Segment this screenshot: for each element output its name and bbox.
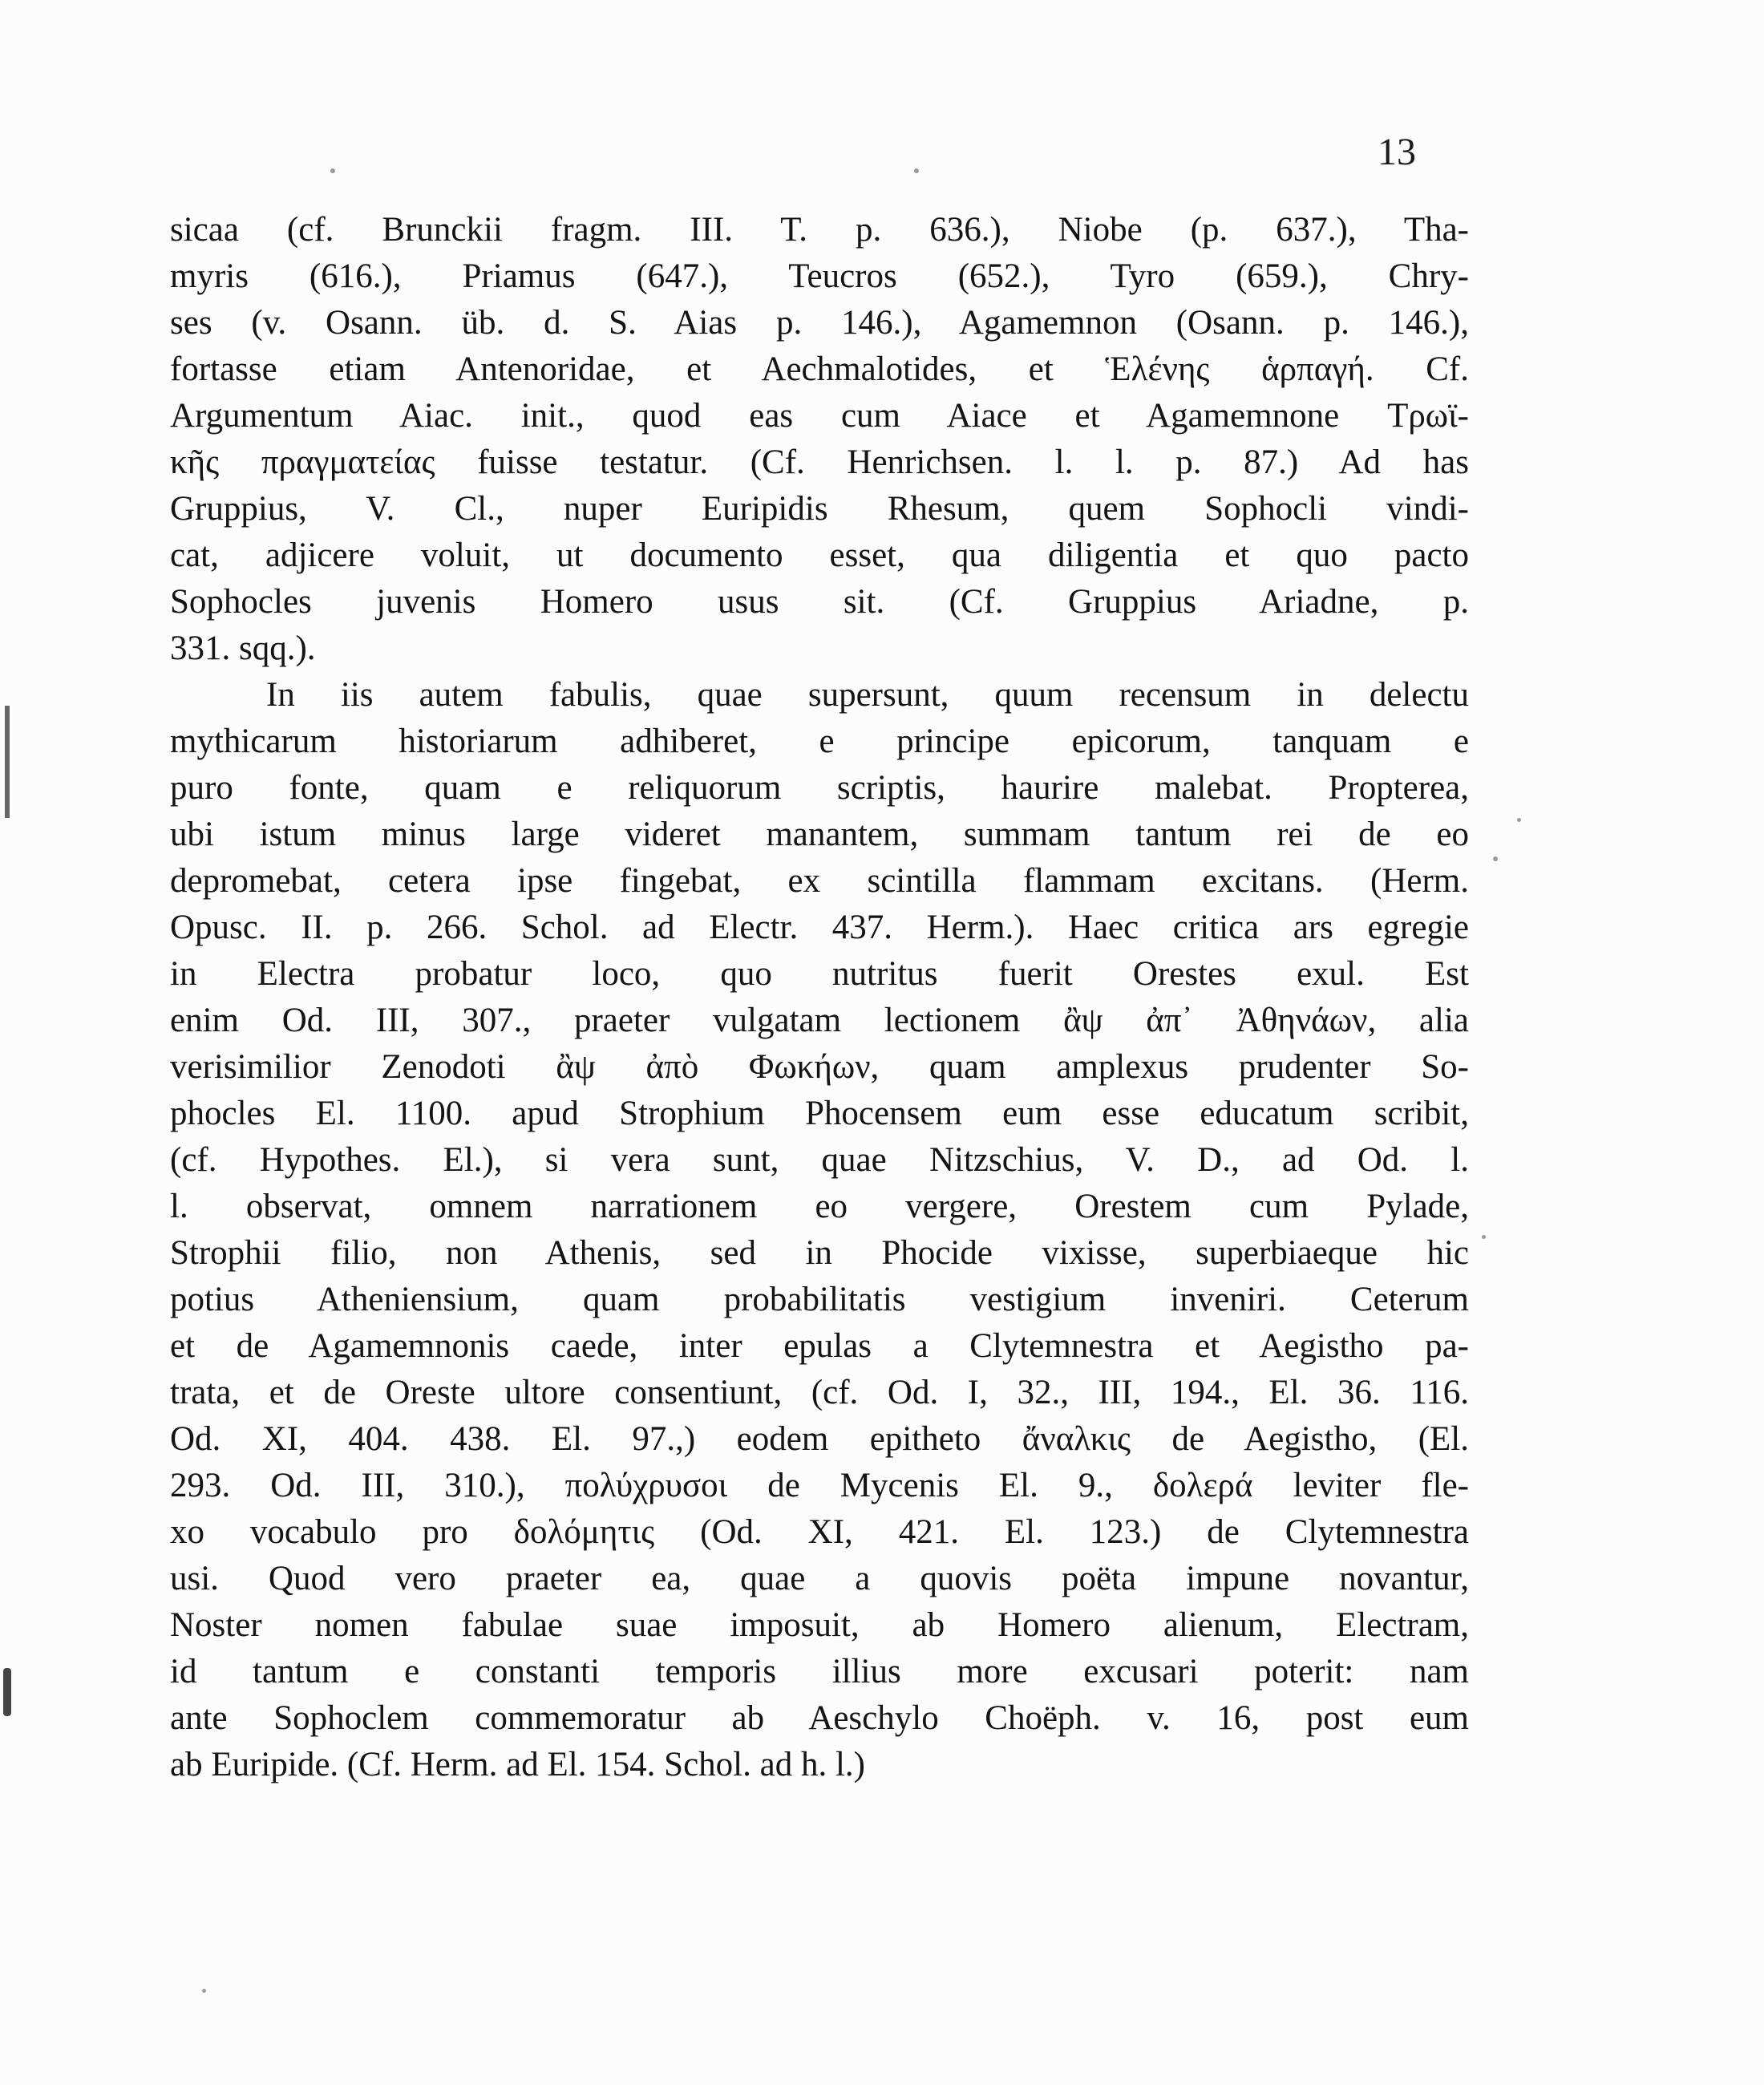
text-line: Od. XI, 404. 438. El. 97.,) eodem epitheto ἄναλκις de Aegistho, (El. [170,1420,1469,1458]
text-line: myris (616.), Priamus (647.), Teucros (652.), Tyro (659.), Chry- [170,257,1469,295]
page-number: 13 [1378,131,1416,173]
text-line: phocles El. 1100. apud Strophium Phocensem eum esse educatum scribit, [170,1095,1469,1132]
scan-speck [330,168,335,173]
text-line: xo vocabulo pro δολόμητις (Od. XI, 421. El. 123.) de Clytemnestra [170,1513,1469,1551]
text-line: potius Atheniensium, quam probabilitatis vestigium inveniri. Ceterum [170,1281,1469,1318]
scan-speck [1493,856,1498,861]
text-line: trata, et de Oreste ultore consentiunt, (cf. Od. I, 32., III, 194., El. 36. 116. [170,1374,1469,1411]
scan-edge-mark [3,1668,11,1716]
text-line: sicaa (cf. Brunckii fragm. III. T. p. 636.), Niobe (p. 637.), Tha- [170,211,1469,249]
text-line: Argumentum Aiac. init., quod eas cum Aiace et Agamemnone Τρωϊ- [170,397,1469,435]
scan-speck [1517,818,1521,822]
text-line: in Electra probatur loco, quo nutritus fuerit Orestes exul. Est [170,955,1469,993]
text-line: l. observat, omnem narrationem eo vergere, Orestem cum Pylade, [170,1188,1469,1225]
text-line: id tantum e constanti temporis illius more excusari poterit: nam [170,1653,1469,1690]
text-line: depromebat, cetera ipse fingebat, ex scintilla flammam excitans. (Herm. [170,862,1469,900]
scan-edge-mark [5,706,10,818]
scan-speck [202,1989,206,1993]
scan-speck [1482,1235,1486,1239]
text-line: verisimilior Zenodoti ἂψ ἀπὸ Φωκήων, quam amplexus prudenter So- [170,1048,1469,1086]
text-line: ses (v. Osann. üb. d. S. Aias p. 146.), Agamemnon (Osann. p. 146.), [170,304,1469,342]
text-line: usi. Quod vero praeter ea, quae a quovis poëta impune novantur, [170,1560,1469,1597]
text-line: Strophii filio, non Athenis, sed in Phocide vixisse, superbiaeque hic [170,1234,1469,1272]
text-line: 331. sqq.). [170,630,316,667]
text-line: ante Sophoclem commemoratur ab Aeschylo Choëph. v. 16, post eum [170,1699,1469,1737]
scan-speck [914,168,919,173]
text-line: Noster nomen fabulae suae imposuit, ab Homero alienum, Electram, [170,1606,1469,1644]
text-line: 293. Od. III, 310.), πολύχρυσοι de Mycenis El. 9., δολερά leviter fle- [170,1467,1469,1504]
text-line: Sophocles juvenis Homero usus sit. (Cf. Gruppius Ariadne, p. [170,583,1469,621]
paragraph-first-line: In iis autem fabulis, quae supersunt, quum recensum in delectu [266,676,1469,714]
text-line: Gruppius, V. Cl., nuper Euripidis Rhesum, quem Sophocli vindi- [170,490,1469,528]
text-line: κῆς πραγματείας fuisse testatur. (Cf. Henrichsen. l. l. p. 87.) Ad has [170,443,1469,481]
text-line: puro fonte, quam e reliquorum scriptis, haurire malebat. Propterea, [170,769,1469,807]
text-line: ubi istum minus large videret manantem, summam tantum rei de eo [170,816,1469,853]
text-line: mythicarum historiarum adhiberet, e principe epicorum, tanquam e [170,723,1469,760]
text-line: et de Agamemnonis caede, inter epulas a Clytemnestra et Aegistho pa- [170,1327,1469,1365]
text-line: cat, adjicere voluit, ut documento esset, qua diligentia et quo pacto [170,536,1469,574]
text-line: (cf. Hypothes. El.), si vera sunt, quae Nitzschius, V. D., ad Od. l. [170,1141,1469,1179]
text-line: ab Euripide. (Cf. Herm. ad El. 154. Schol. ad h. l.) [170,1746,865,1783]
text-line: fortasse etiam Antenoridae, et Aechmalotides, et Ἑλένης ἁρπαγή. Cf. [170,350,1469,388]
text-line: enim Od. III, 307., praeter vulgatam lectionem ἂψ ἀπ᾽ Ἀθηνάων, alia [170,1002,1469,1039]
body-text [170,207,1469,1788]
text-line: Opusc. II. p. 266. Schol. ad Electr. 437. Herm.). Haec critica ars egregie [170,909,1469,946]
